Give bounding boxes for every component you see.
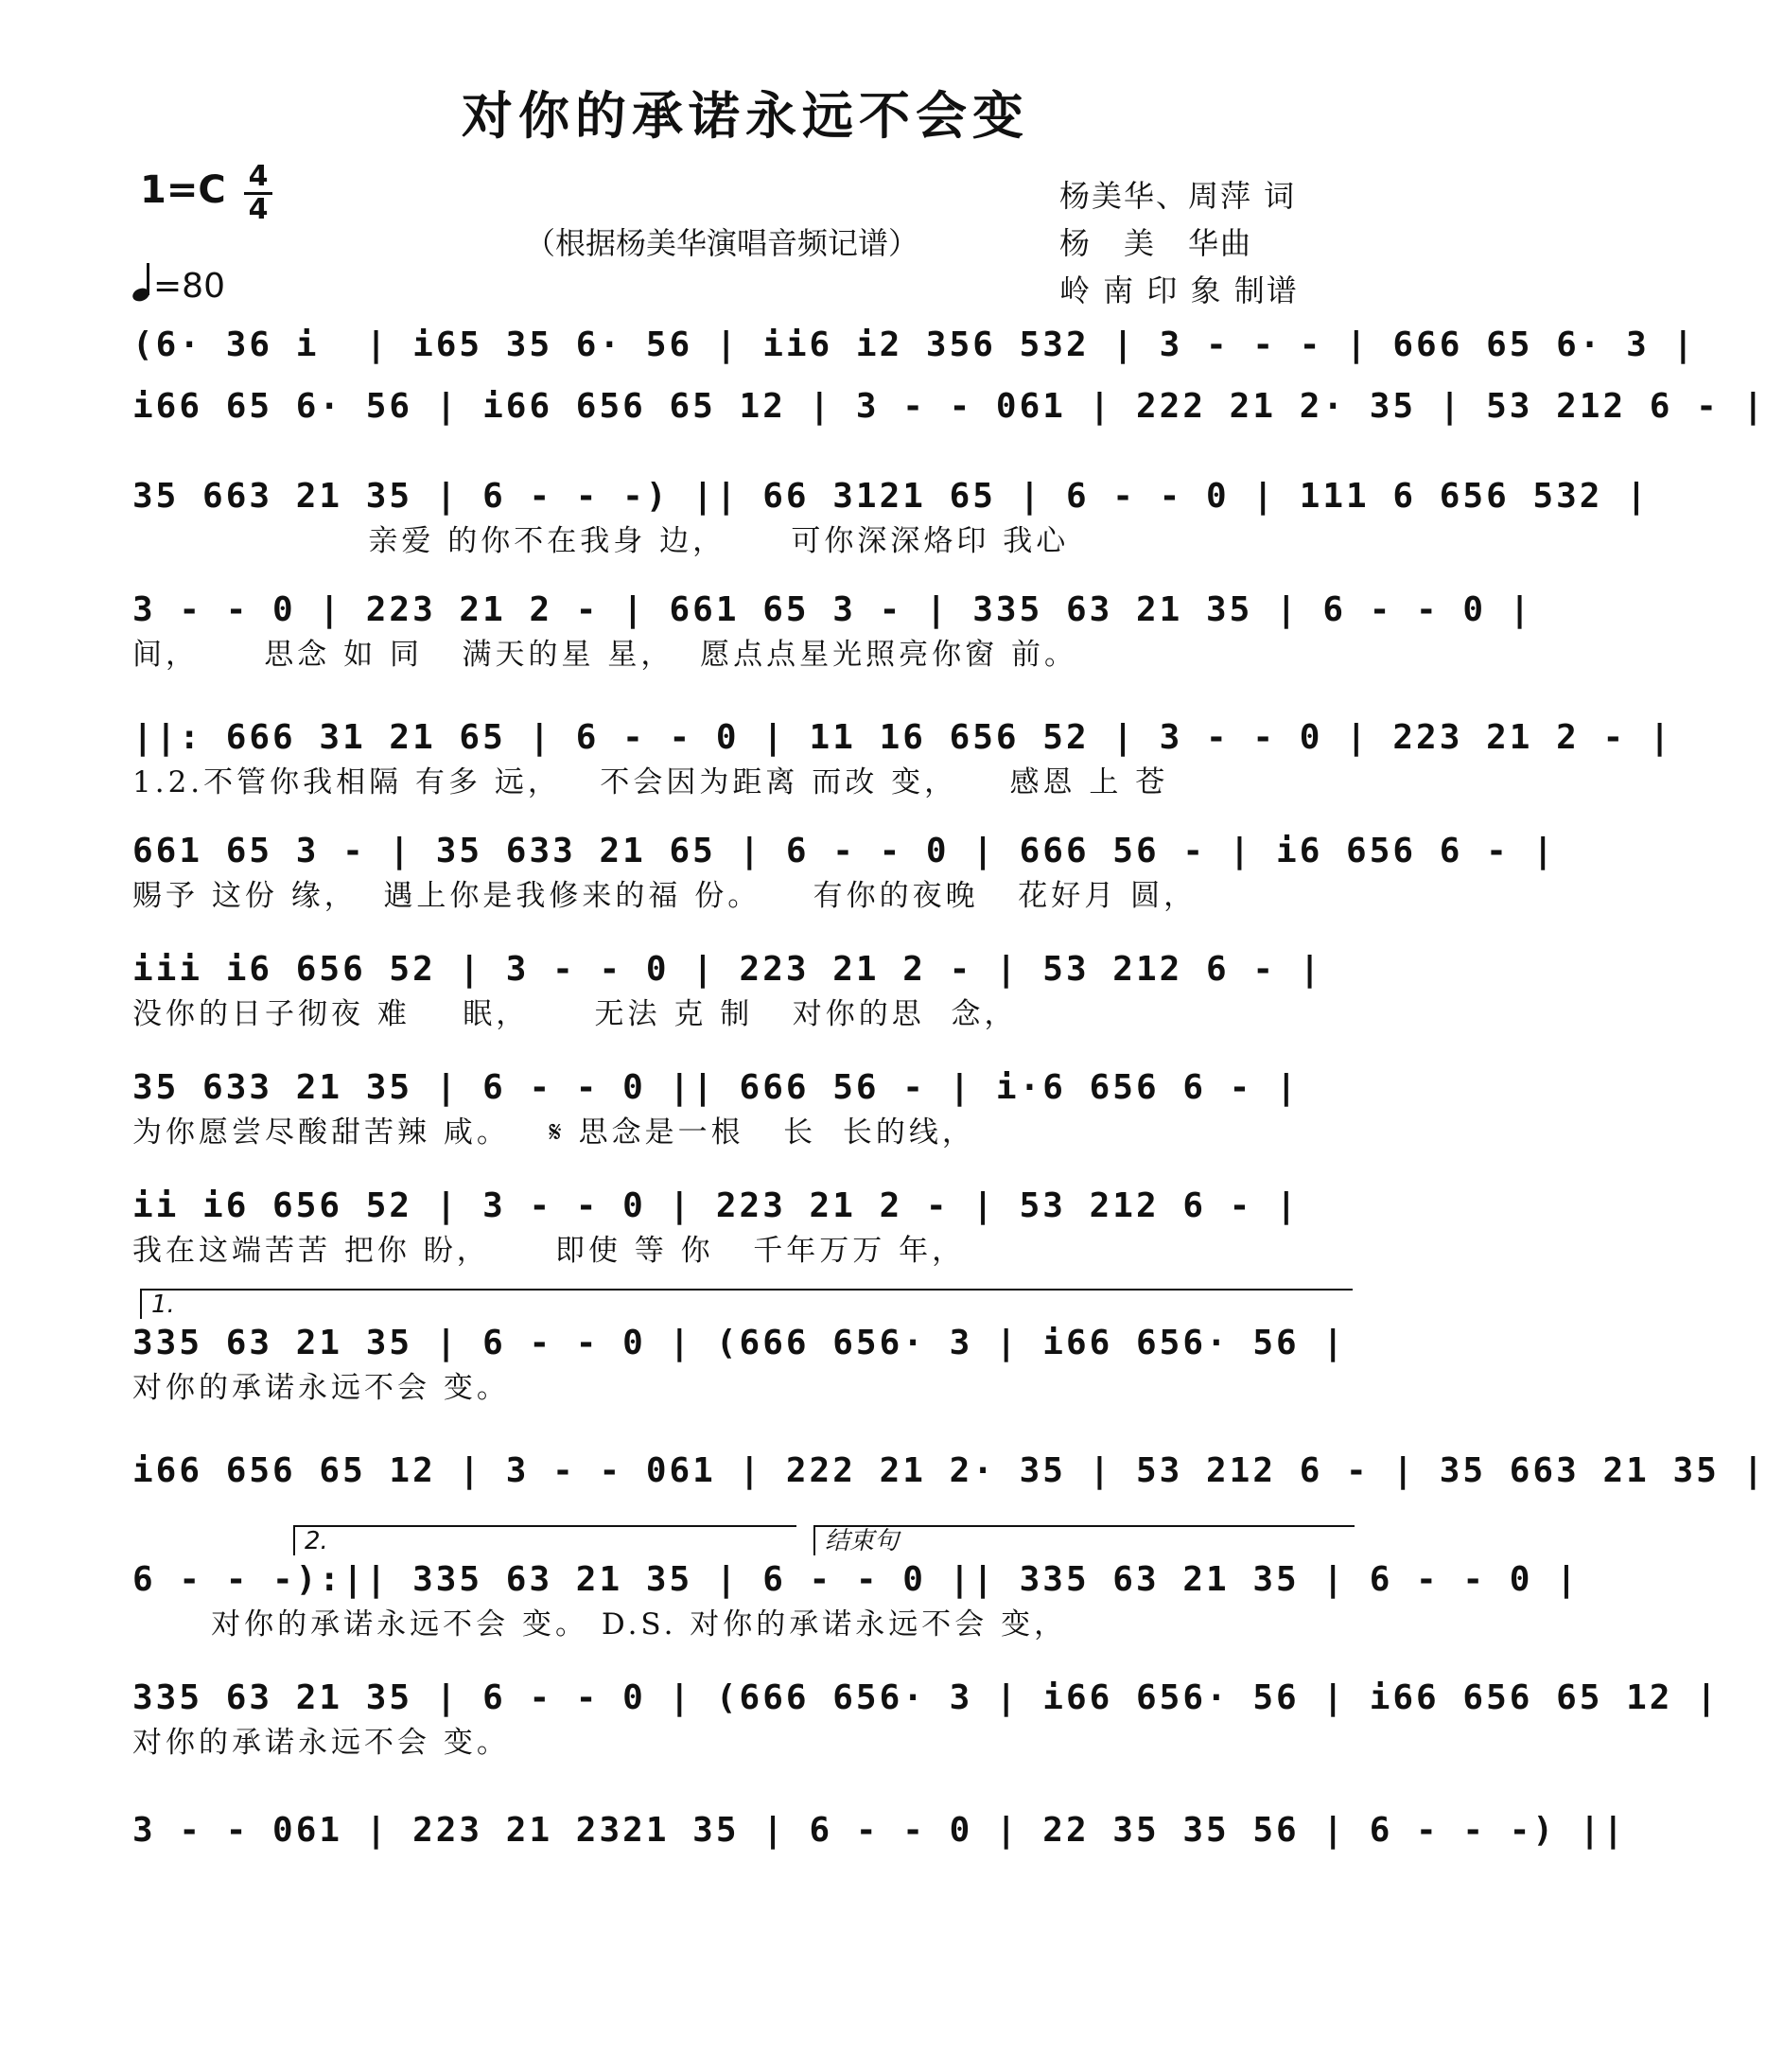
notation-line: ii i6 656 52 | 3 - - 0 | 223 21 2 - | 53 212 6 - | <box>132 1186 1300 1225</box>
score-system <box>132 1807 1627 1896</box>
coda-label: 结束句 <box>813 1525 1355 1555</box>
notation-line: (6· 36 i | i65 35 6· 56 | ii6 i2 356 532 | 3 - - - | 666 65 6· 3 | <box>132 325 1697 364</box>
notation-line: iii i6 656 52 | 3 - - 0 | 223 21 2 - | 53 212 6 - | <box>132 950 1323 989</box>
notation-line: ||: 666 31 21 65 | 6 - - 0 | 11 16 656 52 | 3 - - 0 | 223 21 2 - | <box>132 718 1673 757</box>
subtitle: （根据杨美华演唱音频记谱） <box>525 225 919 261</box>
score-system <box>132 383 1766 472</box>
credit-composer: 杨 美 华曲 <box>1059 225 1253 261</box>
lyric-line: 对你的承诺永远不会 变。 D.S. 对你的承诺永远不会 变， <box>132 1607 1068 1642</box>
notation-line: i66 65 6· 56 | i66 656 65 12 | 3 - - 061 | 222 21 2· 35 | 53 212 6 - | <box>132 387 1766 426</box>
lyric-line: 没你的日子彻夜 难 眠， 无法 克 制 对你的思 念， <box>132 997 1018 1031</box>
notation-line: i66 656 65 12 | 3 - - 061 | 222 21 2· 35 | 53 212 6 - | 35 663 21 35 | <box>132 1451 1766 1490</box>
score-system <box>132 1183 1362 1272</box>
notation-line: 335 63 21 35 | 6 - - 0 | (666 656· 3 | i66 656· 56 | i66 656 65 12 | <box>132 1678 1720 1717</box>
notation-line: 661 65 3 - | 35 633 21 65 | 6 - - 0 | 666 56 - | i6 656 6 - | <box>132 832 1557 870</box>
lyric-line: 亲爱 的你不在我身 边， 可你深深烙印 我心 <box>132 524 1070 558</box>
notation-line: 6 - - -):|| 335 63 21 35 | 6 - - 0 || 335 63 21 35 | 6 - - 0 | <box>132 1560 1580 1599</box>
lyric-line: 对你的承诺永远不会 变。 <box>132 1371 510 1405</box>
score-system <box>132 1556 1580 1645</box>
lyric-line <box>132 1854 1362 1896</box>
score-system <box>132 828 1557 917</box>
notation-line: 335 63 21 35 | 6 - - 0 | (666 656· 3 | i66 656· 56 | <box>132 1324 1347 1362</box>
score-system <box>132 714 1673 803</box>
tempo-mark <box>132 263 225 306</box>
volta-first-ending: 1. <box>140 1289 1353 1319</box>
lyric-line: 为你愿尝尽酸甜苦辣 咸。 𝄋 思念是一根 长 长的线， <box>132 1115 975 1150</box>
time-signature <box>244 160 272 226</box>
credit-arranger: 岭 南 印 象 制谱 <box>1059 272 1299 308</box>
quarter-note-icon <box>132 263 153 301</box>
score-system <box>132 1675 1720 1764</box>
lyric-line: 间， 思念 如 同 满天的星 星， 愿点点星光照亮你窗 前。 <box>132 638 1077 672</box>
score-system <box>132 946 1362 1035</box>
notation-line: 3 - - 0 | 223 21 2 - | 661 65 3 - | 335 63 21 35 | 6 - - 0 | <box>132 590 1533 629</box>
volta-second-ending: 2. <box>293 1525 796 1555</box>
notation-line: 35 633 21 35 | 6 - - 0 || 666 56 - | i·6 656 6 - | <box>132 1068 1300 1107</box>
notation-line: 3 - - 061 | 223 21 2321 35 | 6 - - 0 | 22 35 35 56 | 6 - - -) || <box>132 1811 1627 1850</box>
lyric-line: 赐予 这份 缘， 遇上你是我修来的福 份。 有你的夜晚 花好月 圆， <box>132 879 1198 913</box>
page-title: 对你的承诺永远不会变 <box>462 85 1029 146</box>
notation-line: 35 663 21 35 | 6 - - -) || 66 3121 65 | 6 - - 0 | 111 6 656 532 | <box>132 477 1650 516</box>
score-system <box>132 587 1533 676</box>
credit-lyricist: 杨美华、周萍 词 <box>1059 178 1297 214</box>
lyric-line: 1.2.不管你我相隔 有多 远， 不会因为距离 而改 变， 感恩 上 苍 <box>132 765 1169 799</box>
lyric-line: 对你的承诺永远不会 变。 <box>132 1726 510 1760</box>
score-system <box>132 1448 1766 1536</box>
key-signature: 1=C <box>140 168 226 212</box>
lyric-line: 我在这端苦苦 把你 盼， 即使 等 你 千年万万 年， <box>132 1234 966 1268</box>
time-signature-bottom: 4 <box>248 193 269 226</box>
score-system <box>132 473 1650 562</box>
lyric-line <box>132 430 1362 472</box>
time-signature-top: 4 <box>248 160 269 193</box>
score-system <box>132 1064 1362 1153</box>
score-system <box>132 1320 1362 1409</box>
tempo-value: =80 <box>153 267 225 306</box>
